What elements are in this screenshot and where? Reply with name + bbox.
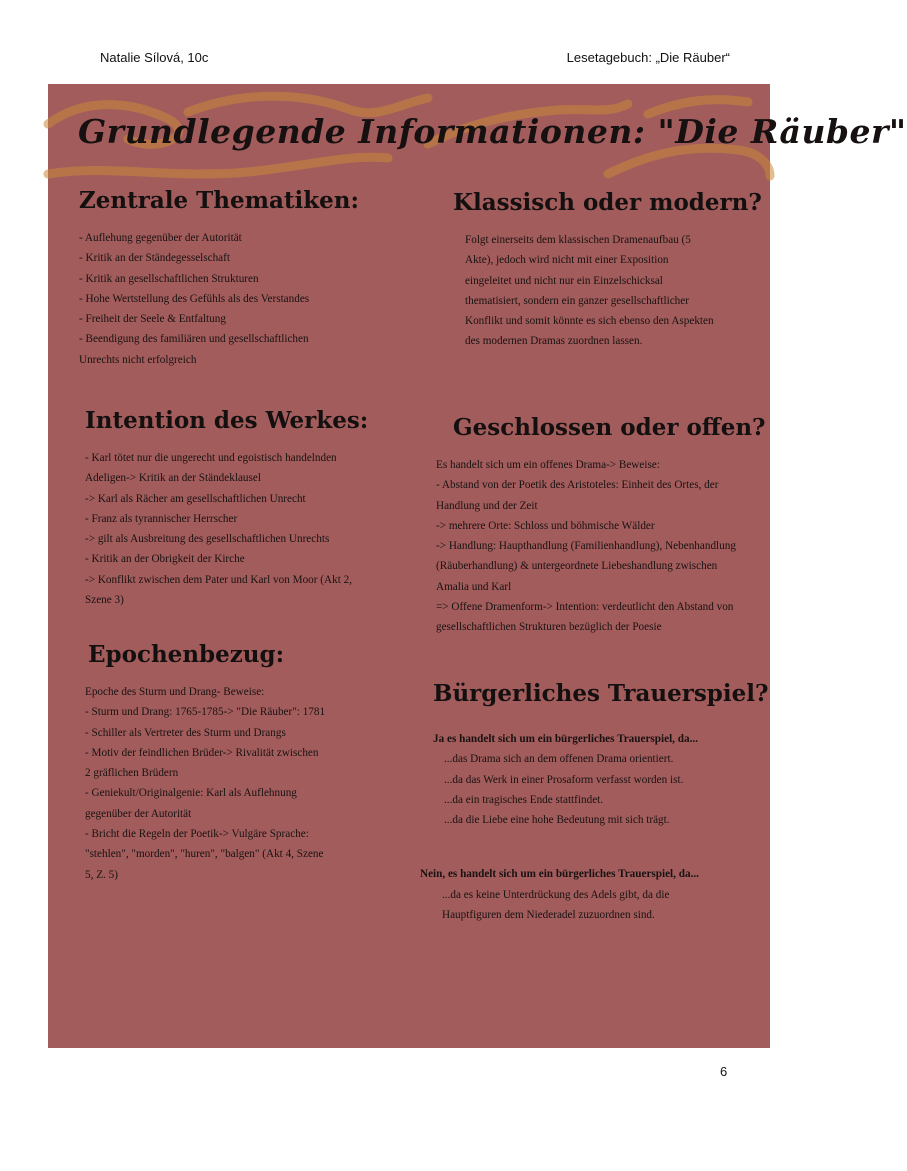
epochen-line: - Sturm und Drang: 1765-1785-> "Die Räuber": 1781 [85,706,326,719]
epochen-line: - Motiv der feindlichen Brüder-> Rivalität zwischen [85,746,319,759]
heading-klassisch: Klassisch oder modern? [453,189,762,216]
zentrale-line: - Beendigung des familiären und gesellschaftlichen [79,333,309,346]
epochen-line: "stehlen", "morden", "huren", "balgen" (Akt 4, Szene [85,848,324,861]
zentrale-line: Unrechts nicht erfolgreich [79,353,197,366]
epochen-line: - Bricht die Regeln der Poetik-> Vulgäre Sprache: [85,828,309,841]
intention-line: - Karl tötet nur die ungerecht und egoistisch handelnden [85,452,337,464]
heading-intention: Intention des Werkes: [85,407,369,434]
klassisch-line: Akte), jedoch wird nicht mit einer Exposition [465,254,669,267]
ja-lead: Ja es handelt sich um ein bürgerliches Trauerspiel, da... [433,733,698,745]
intention-line: Szene 3) [85,594,124,607]
nein-lead: Nein, es handelt sich um ein bürgerliches Trauerspiel, da... [420,868,699,881]
geschlossen-line: Es handelt sich um ein offenes Drama-> Beweise: [436,459,660,471]
klassisch-line: thematisiert, sondern ein ganzer gesellschaftlicher [465,294,689,307]
zentrale-line: - Hohe Wertstellung des Gefühls als des Verstandes [79,292,310,305]
klassisch-line: Folgt einerseits dem klassischen Dramenaufbau (5 [465,234,691,246]
zentrale-line: - Kritik an der Ständegesselschaft [79,252,230,265]
epochen-line: - Geniekult/Originalgenie: Karl als Auflehnung [85,787,297,800]
epochen-line: gegenüber der Autorität [85,807,192,820]
klassisch-line: Konflikt und somit könnte es sich ebenso den Aspekten [465,315,714,328]
nein-line: ...da es keine Unterdrückung des Adels gibt, da die [442,888,670,901]
section-epochenbezug [85,641,395,885]
nein-line: Hauptfiguren dem Niederadel zuzuordnen sind. [442,909,655,922]
section-buergerliches-trauerspiel [420,680,769,925]
geschlossen-line: => Offene Dramenform-> Intention: verdeutlicht den Abstand von [436,601,734,614]
geschlossen-line: Handlung und der Zeit [436,499,538,512]
zentrale-line: - Kritik an gesellschaftlichen Strukturen [79,272,259,285]
geschlossen-line: (Räuberhandlung) & untergeordnete Liebeshandlung zwischen [436,560,718,573]
intention-line: -> Karl als Rächer am gesellschaftlichen Unrecht [85,492,306,505]
intention-line: - Kritik an der Obrigkeit der Kirche [85,553,245,566]
section-intention [85,407,415,610]
geschlossen-line: gesellschaftlichen Strukturen bezüglich der Poesie [436,621,662,634]
heading-epochen: Epochenbezug: [88,641,285,668]
geschlossen-line: Amalia und Karl [436,580,512,593]
section-klassisch-modern [453,189,763,352]
intention-line: -> Konflikt zwischen dem Pater und Karl von Moor (Akt 2, [85,573,352,586]
geschlossen-line: -> Handlung: Haupthandlung (Familienhandlung), Nebenhandlung [436,540,736,553]
heading-zentrale: Zentrale Thematiken: [79,187,360,214]
poster-title: Grundlegende Informationen: "Die Räuber" [78,112,907,151]
ja-line: ...da ein tragisches Ende stattfindet. [444,793,604,806]
intention-line: - Franz als tyrannischer Herrscher [85,512,238,525]
ja-line: ...das Drama sich an dem offenen Drama orientiert. [444,753,674,766]
klassisch-line: eingeleitet und nicht nur ein Einzelschicksal [465,274,663,287]
header-title: Lesetagebuch: „Die Räuber“ [566,50,730,65]
intention-line: Adeligen-> Kritik an der Ständeklausel [85,472,261,485]
epochen-line: 2 gräflichen Brüdern [85,767,179,780]
epochen-line: 5, Z. 5) [85,868,118,881]
intention-line: -> gilt als Ausbreitung des gesellschaftlichen Unrechts [85,533,330,546]
epochen-line: - Schiller als Vertreter des Sturm und Drangs [85,726,286,739]
page-number: 6 [720,1064,728,1079]
zentrale-line: - Freiheit der Seele & Entfaltung [79,313,226,326]
section-geschlossen-offen [436,414,770,638]
geschlossen-line: - Abstand von der Poetik des Aristoteles: Einheit des Ortes, der [436,479,719,492]
geschlossen-line: -> mehrere Orte: Schloss und böhmische Wälder [436,519,655,532]
zentrale-line: - Auflehung gegenüber der Autorität [79,232,242,244]
epochen-line: Epoche des Sturm und Drang- Beweise: [85,686,265,698]
poster [48,84,907,1048]
ja-line: ...da das Werk in einer Prosaform verfasst worden ist. [444,773,684,786]
header-author: Natalie Sílová, 10c [100,50,209,65]
ja-line: ...da die Liebe eine hohe Bedeutung mit sich trägt. [444,814,670,827]
section-zentrale-thematiken [79,187,409,370]
klassisch-line: des modernen Dramas zuordnen lassen. [465,335,643,348]
heading-buergerlich: Bürgerliches Trauerspiel? [433,680,769,707]
heading-geschlossen: Geschlossen oder offen? [453,414,766,441]
